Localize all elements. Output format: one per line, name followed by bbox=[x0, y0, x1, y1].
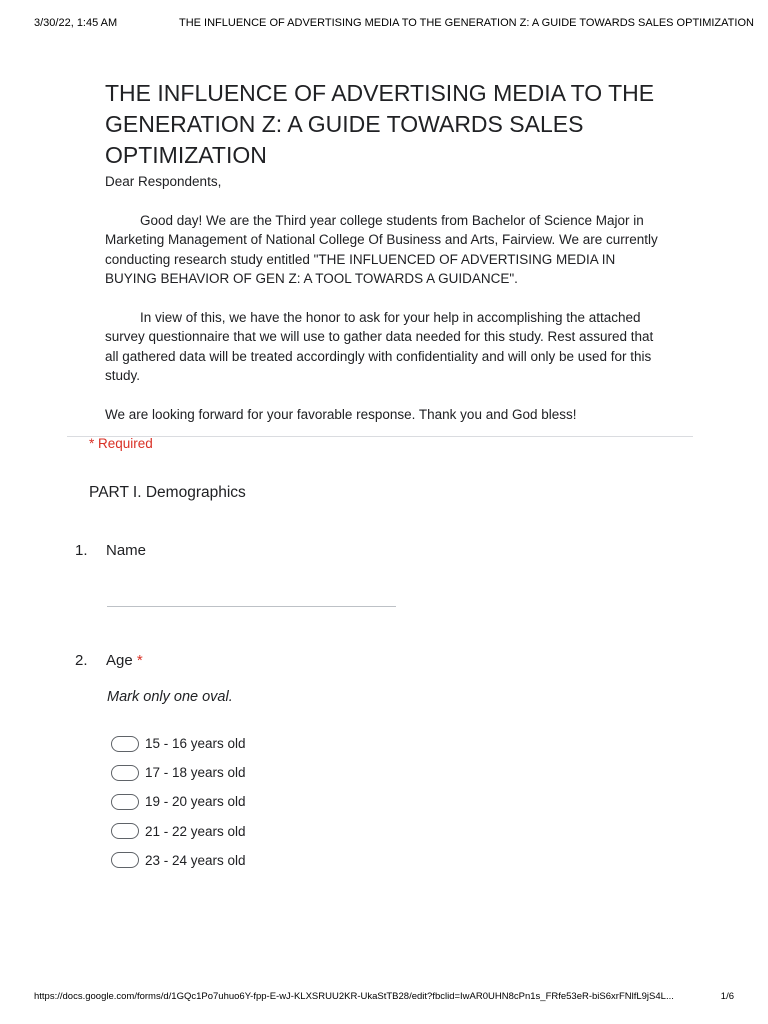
radio-oval-icon[interactable] bbox=[111, 852, 139, 868]
description-greeting: Dear Respondents, bbox=[105, 174, 222, 189]
age-option[interactable] bbox=[111, 787, 246, 816]
question-number: 1. bbox=[75, 542, 88, 559]
question-number: 2. bbox=[75, 652, 88, 669]
description-paragraph-1: Good day! We are the Third year college students from Bachelor of Science Major in Marketing Management of National College Of Business and Arts, Fairview. We are currently conducting research study entitled "THE INFLUENCED OF ADVERTISING MEDIA IN BUYING BEHAVIOR OF GEN Z: A TOOL TOWARDS A GUIDANCE". bbox=[105, 212, 658, 286]
option-label: 23 - 24 years old bbox=[145, 852, 246, 868]
question-label-text: Age bbox=[106, 652, 133, 669]
description-closing: We are looking forward for your favorable response. Thank you and God bless! bbox=[105, 406, 577, 422]
option-label: 21 - 22 years old bbox=[145, 823, 246, 839]
print-date: 3/30/22, 1:45 AM bbox=[34, 17, 118, 29]
age-option[interactable] bbox=[111, 817, 246, 846]
page-number: 1/6 bbox=[720, 991, 734, 1002]
age-options bbox=[111, 729, 246, 875]
question-label bbox=[106, 652, 143, 669]
header-divider bbox=[67, 436, 693, 437]
question-label: Name bbox=[106, 542, 147, 559]
name-answer-field[interactable] bbox=[107, 606, 396, 607]
section-title: PART I. Demographics bbox=[89, 484, 246, 501]
print-doc-title: THE INFLUENCE OF ADVERTISING MEDIA TO THE GENERATION Z: A GUIDE TOWARDS SALES OPTIMIZATION bbox=[179, 17, 754, 29]
radio-oval-icon[interactable] bbox=[111, 794, 139, 810]
radio-oval-icon[interactable] bbox=[111, 823, 139, 839]
radio-oval-icon[interactable] bbox=[111, 736, 139, 752]
required-note: * Required bbox=[89, 436, 153, 451]
description-paragraph-2: In view of this, we have the honor to ask for your help in accomplishing the attached survey questionnaire that we will use to gather data needed for this study. Rest assured that all gathered data will be treated accordingly with confidentiality and will only be used for this study. bbox=[105, 309, 654, 383]
age-option[interactable] bbox=[111, 846, 246, 875]
option-label: 17 - 18 years old bbox=[145, 765, 246, 781]
print-url: https://docs.google.com/forms/d/1GQc1Po7uhuo6Y-fpp-E-wJ-KLXSRUU2KR-UkaStTB28/edit?fbclid=IwAR0UHN8cPn1s_FRfe53eR-biS6xrFNlfL9jS4L... bbox=[34, 991, 674, 1002]
print-header bbox=[34, 17, 754, 31]
question-hint: Mark only one oval. bbox=[107, 689, 233, 705]
age-option[interactable] bbox=[111, 758, 246, 787]
age-option[interactable] bbox=[111, 729, 246, 758]
form-title: THE INFLUENCE OF ADVERTISING MEDIA TO THE GENERATION Z: A GUIDE TOWARDS SALES OPTIMIZATION bbox=[105, 80, 655, 168]
option-label: 15 - 16 years old bbox=[145, 736, 246, 752]
print-footer bbox=[34, 991, 734, 1005]
required-asterisk: * bbox=[136, 652, 143, 669]
radio-oval-icon[interactable] bbox=[111, 765, 139, 781]
form-description bbox=[105, 172, 665, 424]
option-label: 19 - 20 years old bbox=[145, 794, 246, 810]
